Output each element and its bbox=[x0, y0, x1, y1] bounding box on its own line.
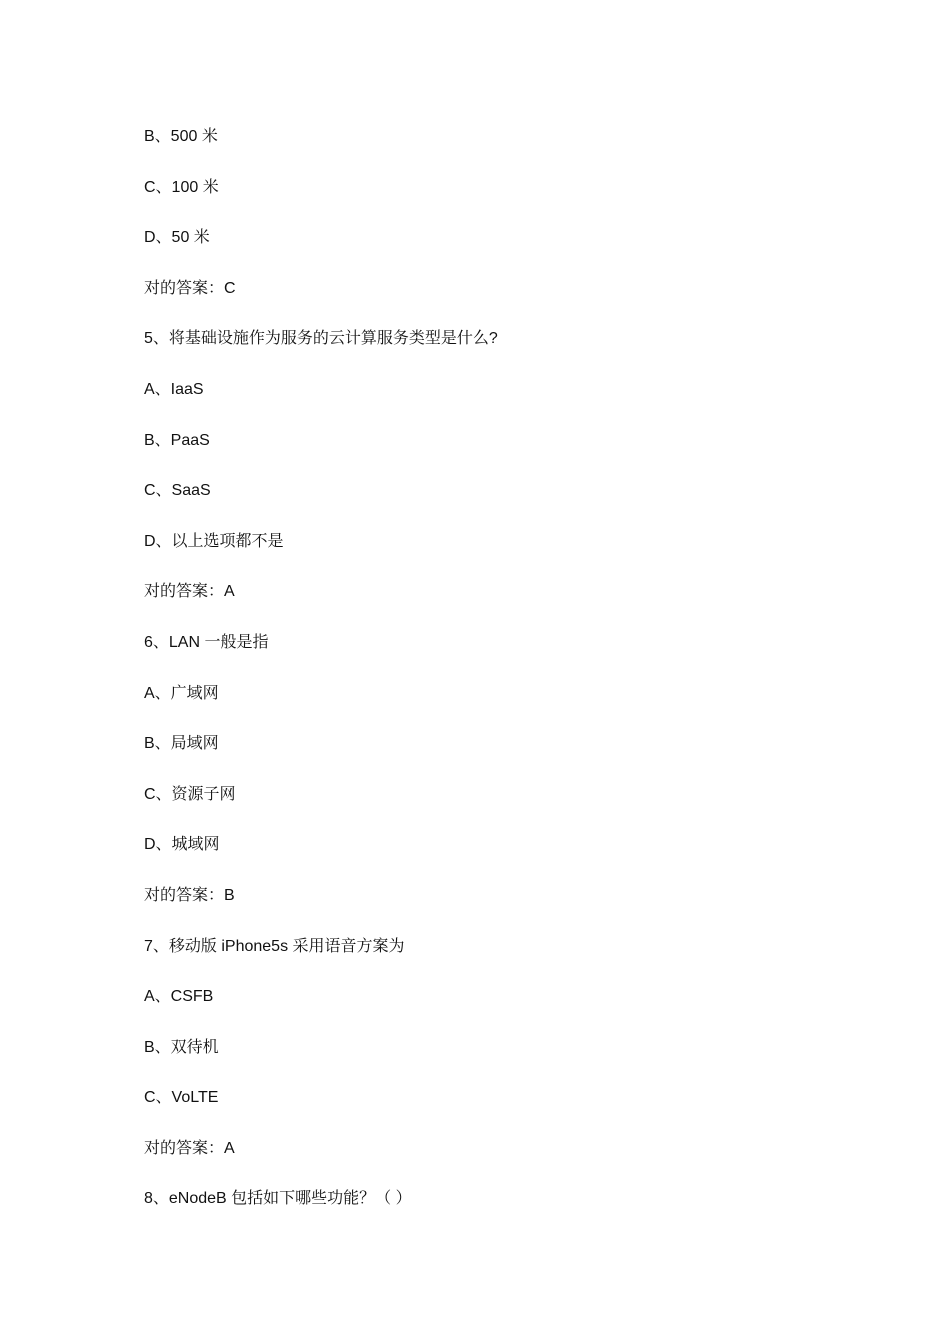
question-8: 8、eNodeB 包括如下哪些功能？（ ） bbox=[144, 1190, 412, 1208]
q5-option-c: C、SaaS bbox=[144, 482, 211, 500]
answer-q6: 对的答案：B bbox=[144, 886, 235, 904]
answer-q5: 对的答案：A bbox=[144, 583, 235, 601]
q6-option-d: D、城域网 bbox=[144, 836, 220, 854]
option-d-50m: D、50 米 bbox=[144, 229, 210, 247]
answer-q4: 对的答案：C bbox=[144, 279, 236, 297]
document-body bbox=[144, 126, 844, 1239]
option-b-500m: B、500 米 bbox=[144, 128, 218, 145]
q6-option-c: C、资源子网 bbox=[144, 785, 236, 803]
q5-option-b: B、PaaS bbox=[144, 431, 210, 449]
question-5: 5、将基础设施作为服务的云计算服务类型是什么? bbox=[144, 330, 498, 348]
question-7: 7、移动版 iPhone5s 采用语音方案为 bbox=[144, 937, 405, 955]
question-6: 6、LAN 一般是指 bbox=[144, 633, 269, 651]
option-c-100m: C、100 米 bbox=[144, 178, 219, 196]
q5-option-d: D、以上选项都不是 bbox=[144, 532, 284, 550]
q7-option-c: C、VoLTE bbox=[144, 1089, 219, 1107]
q7-option-b: B、双待机 bbox=[144, 1038, 219, 1056]
q5-option-a: A、IaaS bbox=[144, 380, 204, 398]
q6-option-a: A、广域网 bbox=[144, 684, 219, 702]
q6-option-b: B、局域网 bbox=[144, 735, 219, 753]
answer-q7: 对的答案：A bbox=[144, 1139, 235, 1157]
q7-option-a: A、CSFB bbox=[144, 988, 214, 1006]
